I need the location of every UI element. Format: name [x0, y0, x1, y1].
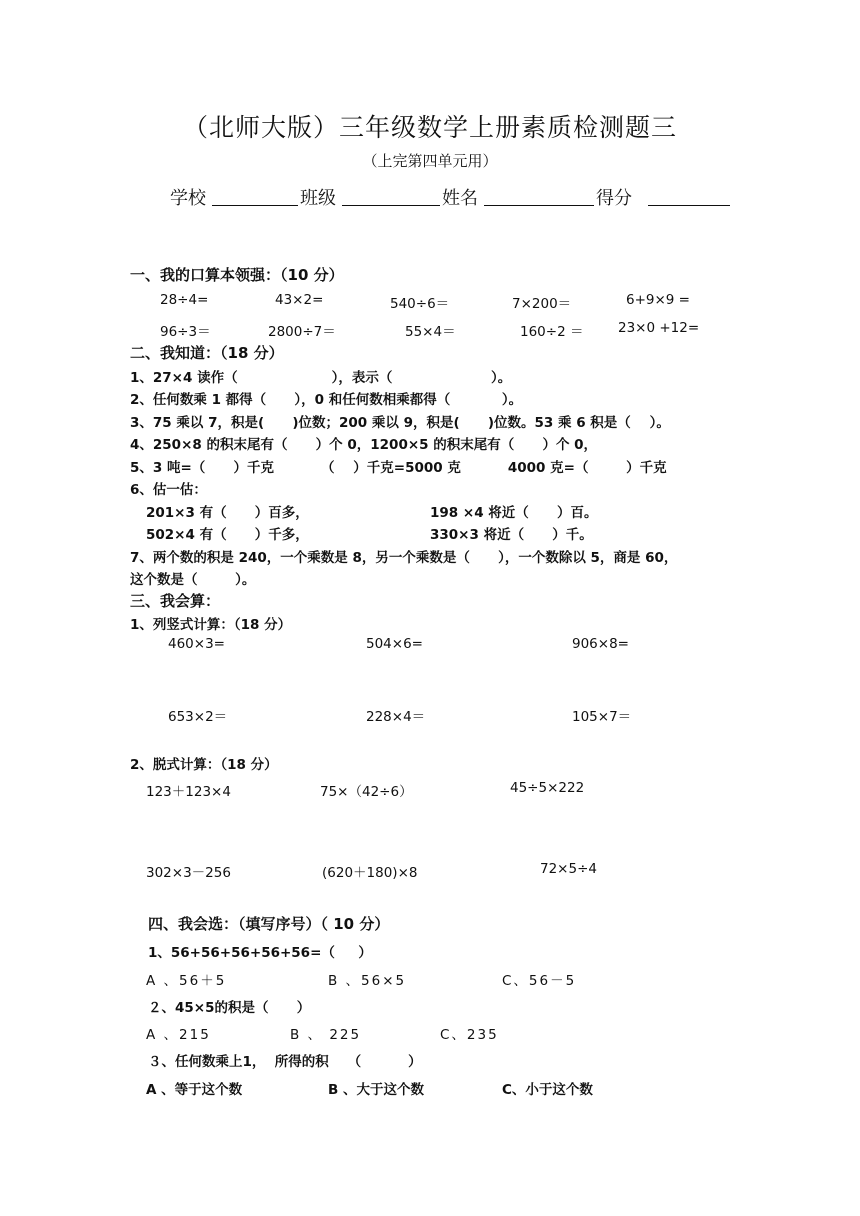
- oral-calc-item: 540÷6＝: [390, 296, 450, 312]
- page-subtitle: （上完第四单元用）: [362, 152, 498, 170]
- step-calc-item: (620＋180)×8: [322, 865, 418, 881]
- subsection-heading: 1、列竖式计算：（18 分）: [130, 617, 292, 633]
- step-calc-item: 123＋123×4: [146, 784, 231, 800]
- question-line: 1、27×4 读作（ ），表示（ ）。: [130, 370, 512, 386]
- estimate-item: 198 ×4 将近（ ）百。: [430, 505, 598, 521]
- choice-option[interactable]: C、56－5: [502, 973, 577, 989]
- question-line: 6、估一估：: [130, 482, 207, 498]
- estimate-item: 330×3 将近（ ）千。: [430, 527, 593, 543]
- choice-question: ３、任何数乘上1， 所得的积 （ ）: [148, 1054, 422, 1070]
- score-label: 得分: [596, 188, 632, 209]
- oral-calc-item: 96÷3＝: [160, 324, 211, 340]
- choice-option[interactable]: A 、215: [146, 1027, 211, 1043]
- choice-question: ２、45×5的积是（ ）: [148, 1000, 311, 1016]
- vertical-calc-item: 653×2＝: [168, 709, 228, 725]
- class-label: 班级: [300, 188, 336, 209]
- subsection-heading: 2、脱式计算：（18 分）: [130, 757, 278, 773]
- step-calc-item: 45÷5×222: [510, 780, 585, 796]
- choice-option[interactable]: C、小于这个数: [502, 1082, 593, 1098]
- choice-question: 1、56+56+56+56+56=（ ）: [148, 945, 372, 961]
- choice-option[interactable]: B 、 225: [290, 1027, 362, 1043]
- estimate-item: 201×3 有（ ）百多，: [146, 505, 309, 521]
- page-title: （北师大版）三年级数学上册素质检测题三: [182, 113, 677, 142]
- vertical-calc-item: 504×6=: [366, 636, 423, 652]
- vertical-calc-item: 906×8=: [572, 636, 629, 652]
- oral-calc-item: 43×2=: [275, 292, 324, 308]
- oral-calc-item: 23×0 +12=: [618, 320, 700, 336]
- question-line: 3、75 乘以 7，积是( )位数；200 乘以 9，积是( )位数。53 乘 6 积是（ ）。: [130, 415, 670, 431]
- section-3-heading: 三、我会算：: [130, 592, 221, 610]
- oral-calc-item: 6+9×9 =: [626, 292, 690, 308]
- choice-option[interactable]: B 、56×5: [328, 973, 407, 989]
- choice-option[interactable]: C、235: [440, 1027, 499, 1043]
- choice-option[interactable]: B 、大于这个数: [328, 1082, 424, 1098]
- section-4-heading: 四、我会选：（填写序号）（ 10 分）: [148, 915, 390, 933]
- oral-calc-item: 2800÷7＝: [268, 324, 336, 340]
- choice-option[interactable]: A 、等于这个数: [146, 1082, 243, 1098]
- choice-option[interactable]: A 、56＋5: [146, 973, 227, 989]
- oral-calc-item: 55×4＝: [405, 324, 456, 340]
- question-line: 5、3 吨=（ ）千克 （ ）千克=5000 克 4000 克=（ ）千克: [130, 460, 667, 476]
- step-calc-item: 72×5÷4: [540, 861, 597, 877]
- step-calc-item: 75×（42÷6）: [320, 784, 413, 800]
- vertical-calc-item: 228×4＝: [366, 709, 426, 725]
- class-blank[interactable]: [342, 205, 440, 206]
- estimate-item: 502×4 有（ ）千多，: [146, 527, 309, 543]
- oral-calc-item: 160÷2 ＝: [520, 324, 584, 340]
- score-blank[interactable]: [648, 205, 730, 206]
- question-line: 这个数是（ ）。: [130, 572, 256, 588]
- question-line: 4、250×8 的积末尾有（ ）个 0，1200×5 的积末尾有（ ）个 0，: [130, 437, 598, 453]
- oral-calc-item: 28÷4=: [160, 292, 209, 308]
- vertical-calc-item: 105×7＝: [572, 709, 632, 725]
- oral-calc-item: 7×200＝: [512, 296, 572, 312]
- vertical-calc-item: 460×3=: [168, 636, 225, 652]
- name-label: 姓名: [442, 188, 478, 209]
- school-label: 学校: [170, 188, 206, 209]
- section-2-heading: 二、我知道：（18 分）: [130, 344, 284, 362]
- question-line: 2、任何数乘 1 都得（ ），0 和任何数相乘都得（ ）。: [130, 392, 523, 408]
- step-calc-item: 302×3－256: [146, 865, 231, 881]
- school-blank[interactable]: [212, 205, 298, 206]
- name-blank[interactable]: [484, 205, 594, 206]
- question-line: 7、两个数的积是 240，一个乘数是 8，另一个乘数是（ ），一个数除以 5，商是 60，: [130, 550, 678, 566]
- section-1-heading: 一、我的口算本领强：（10 分）: [130, 266, 344, 284]
